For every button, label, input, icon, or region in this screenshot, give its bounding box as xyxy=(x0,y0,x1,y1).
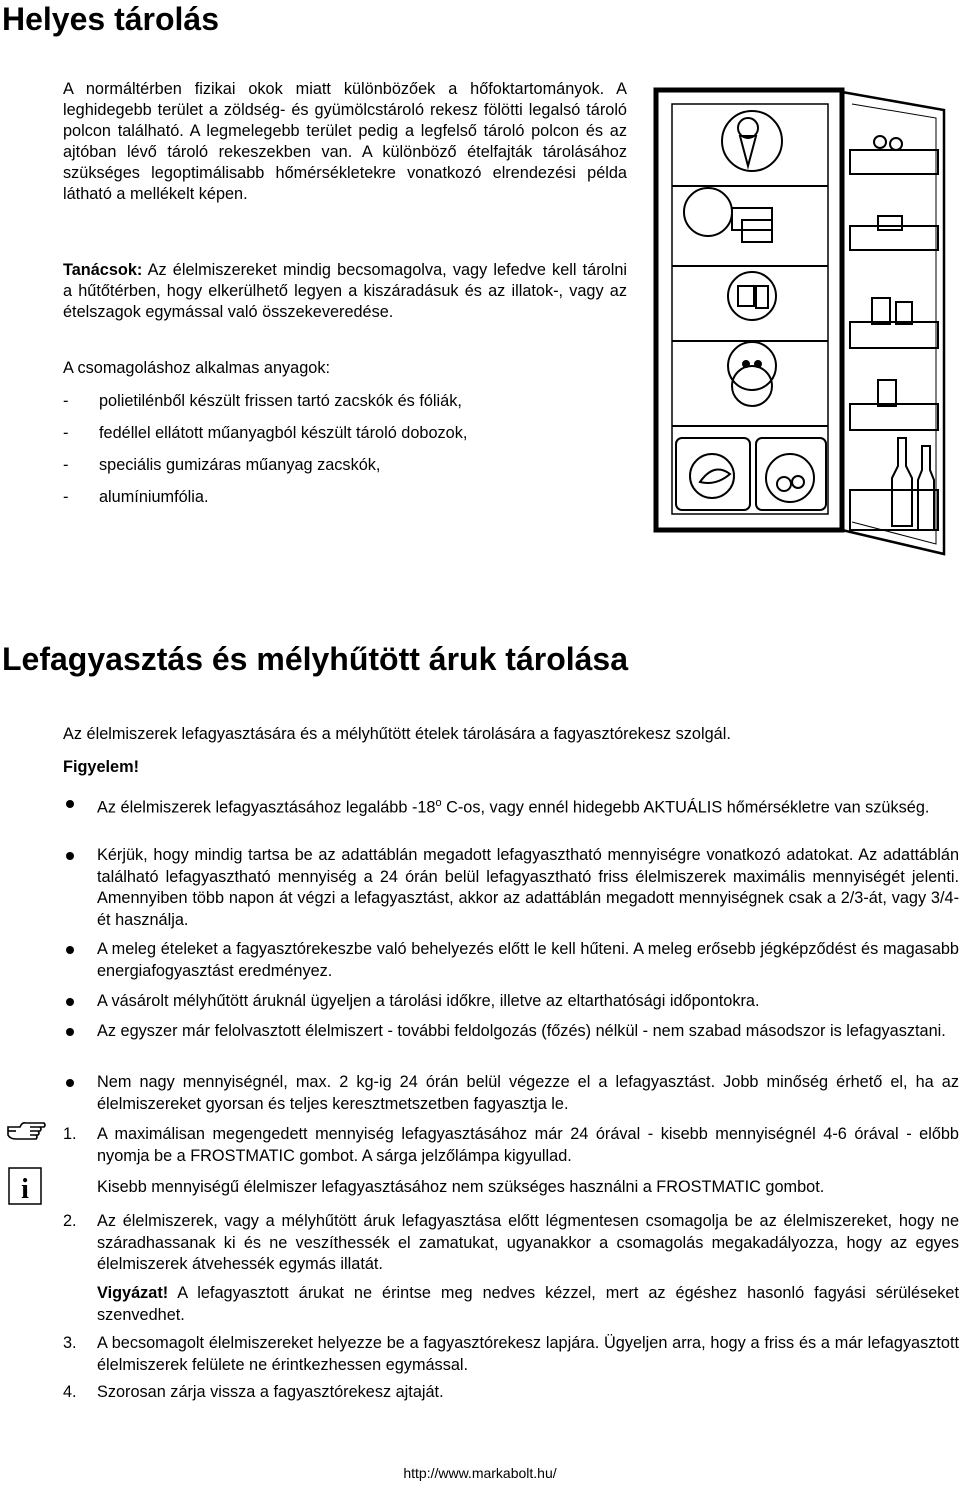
step-number: 3. xyxy=(63,1334,77,1352)
step-item: Az élelmiszerek, vagy a mélyhűtött áruk lefagyasztása előtt légmentesen csomagolja be az élelmiszereket, hogy ne száradhassanak ki és ne veszíthessék el zamatukat, ugyanakkor a csomagolás megakadályozza, hogy az egyes élelmiszerek átvehessék egymás illatát. xyxy=(97,1212,959,1273)
pointing-hand-icon xyxy=(6,1118,46,1146)
bullet-marker xyxy=(66,1079,74,1087)
storage-intro-paragraph: A normáltérben fizikai okok miatt különbözőek a hőfoktartományok. A leghidegebb terület a zöldség- és gyümölcstároló rekesz fölötti legalsó tároló polcon található. A legmelegebb terület pedig a legfelső tároló polcon és az ajtóban lévő tároló rekeszekben van. A különböző ételfajták tárolásához szükséges legoptimálisabb hőmérsékletekre vonatkozó elrendezési példa látható a mellékelt képen. xyxy=(63,80,627,203)
bullet-item: Kérjük, hogy mindig tartsa be az adattáblán megadott lefagyasztható mennyiségre vonatkozó adatokat. Az adattáblán található lefagyasztható mennyiség a 24 órán belül lefagyasztható friss élelmiszerek maximális mennyiségét jelenti. Amennyiben több napon át végzi a lefagyasztást, akkor az adattáblán megadott mennyiségnek csak a 2/3-át, vagy 3/4-ét használja. xyxy=(97,846,959,929)
list-item xyxy=(63,423,583,455)
footer-url[interactable]: http://www.markabolt.hu/ xyxy=(403,1465,557,1481)
bullet-marker xyxy=(66,800,74,808)
section-title-storage: Helyes tárolás xyxy=(2,1,220,37)
bullet-item: Az egyszer már felolvasztott élelmiszert - további feldolgozás (főzés) nélkül - nem szabad másodszor is lefagyasztani. xyxy=(97,1022,946,1040)
info-icon xyxy=(8,1167,42,1205)
tips-paragraph xyxy=(63,260,627,323)
list-item-text: polietilénből készült frissen tartó zacskók és fóliák, xyxy=(99,392,462,410)
degree-sign: o xyxy=(435,797,442,809)
list-item-text: alumíniumfólia. xyxy=(99,488,209,506)
info-icon-letter: i xyxy=(21,1174,29,1205)
bullet-text: Az élelmiszerek lefagyasztásához legalább -18 xyxy=(97,798,436,817)
dash-marker: - xyxy=(63,456,69,474)
warning-label: Vigyázat! xyxy=(97,1284,169,1302)
bullet-item: A vásárolt mélyhűtött áruknál ügyeljen a tárolási időkre, illetve az eltarthatósági időpontokra. xyxy=(97,992,760,1010)
freezing-intro: Az élelmiszerek lefagyasztására és a mélyhűtött ételek tárolására a fagyasztórekesz szolgál. xyxy=(63,725,731,743)
list-item-text: fedéllel ellátott műanyagból készült tároló dobozok, xyxy=(99,424,468,442)
tips-label: Tanácsok: xyxy=(63,261,143,279)
warning-paragraph xyxy=(97,1283,959,1326)
step-number: 1. xyxy=(63,1125,77,1143)
warning-text: A lefagyasztott árukat ne érintse meg nedves kézzel, mert az égéshez hasonló fagyási sérüléseket szenvedhet. xyxy=(97,1284,959,1324)
step-item: A becsomagolt élelmiszereket helyezze be a fagyasztórekesz lapjára. Ügyeljen arra, hogy a friss és a már lefagyasztott élelmiszerek felülete ne érintkezhessen egymással. xyxy=(97,1334,959,1374)
step-note: Kisebb mennyiségű élelmiszer lefagyasztásához nem szükséges használni a FROSTMATIC gombot. xyxy=(97,1178,825,1196)
attention-label: Figyelem! xyxy=(63,758,140,776)
bullet-item xyxy=(97,793,959,819)
bullet-marker xyxy=(66,998,74,1006)
list-item xyxy=(63,455,583,487)
list-item xyxy=(63,391,583,423)
step-item: A maximálisan megengedett mennyiség lefagyasztásához már 24 órával - kisebb mennyiségnél 4-6 órával - előbb nyomja be a FROSTMATIC gombot. A sárga jelzőlámpa kigyullad. xyxy=(97,1125,959,1165)
step-number: 2. xyxy=(63,1212,77,1230)
bullet-item: Nem nagy mennyiségnél, max. 2 kg-ig 24 órán belül végezze el a lefagyasztást. Jobb minőség érhető el, ha az élelmiszereket gyorsan és teljes keresztmetszetben fagyasztja le. xyxy=(97,1073,959,1113)
step-item: Szorosan zárja vissza a fagyasztórekesz ajtaját. xyxy=(97,1383,444,1401)
dash-marker: - xyxy=(63,424,69,442)
list-item xyxy=(63,487,583,519)
section-title-freezing: Lefagyasztás és mélyhűtött áruk tárolása xyxy=(2,641,629,677)
tips-text: Az élelmiszereket mindig becsomagolva, vagy lefedve kell tárolni a hűtőtérben, hogy elkerülhető legyen a kiszáradásuk és az illatok-, vagy az ételszagok egymással való összekeveredése. xyxy=(63,261,627,321)
fridge-illustration xyxy=(652,86,954,566)
bullet-marker xyxy=(66,1028,74,1036)
step-number: 4. xyxy=(63,1383,77,1401)
bullet-item: A meleg ételeket a fagyasztórekeszbe való behelyezés előtt le kell hűteni. A meleg erősebb jégképződést és magasabb energiafogyasztást eredményez. xyxy=(97,940,959,980)
dash-marker: - xyxy=(63,392,69,410)
packaging-intro: A csomagoláshoz alkalmas anyagok: xyxy=(63,359,330,377)
bullet-marker xyxy=(66,946,74,954)
bullet-marker xyxy=(66,852,74,860)
dash-marker: - xyxy=(63,488,69,506)
bullet-text: C-os, vagy ennél hidegebb AKTUÁLIS hőmérsékletre van szükség. xyxy=(441,798,930,817)
packaging-materials-list xyxy=(63,391,583,519)
list-item-text: speciális gumizáras műanyag zacskók, xyxy=(99,456,381,474)
